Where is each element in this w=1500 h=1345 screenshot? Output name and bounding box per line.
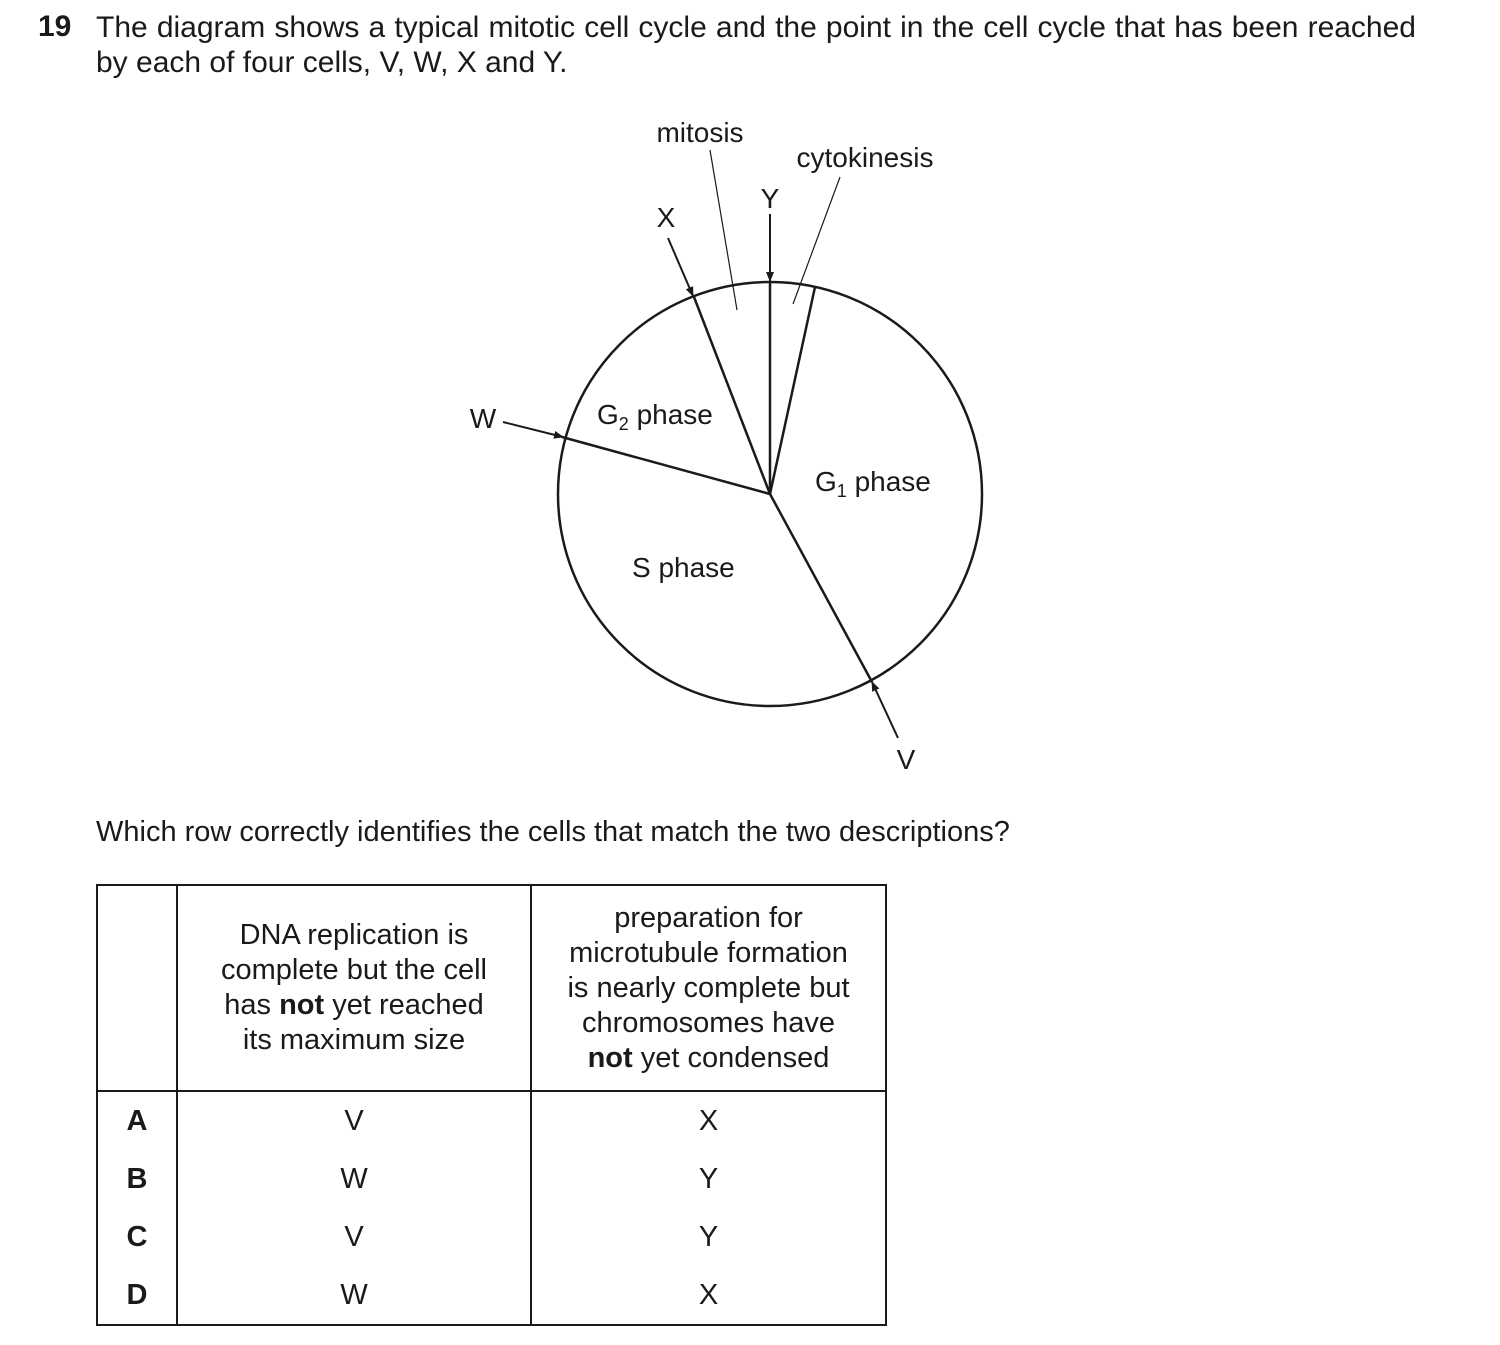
radius-line-cytokinesis (770, 287, 815, 494)
mitosis-label: mitosis (656, 117, 744, 148)
answer-table (96, 884, 887, 1326)
arrow-v (872, 682, 898, 738)
g2-phase-label: $G_2$ phase (597, 399, 713, 434)
cell-label-y: Y (760, 183, 780, 214)
radius-line-v (770, 494, 872, 682)
header-microtubule: preparation for microtubule formation is nearly complete but chromosomes have not yet condensed (531, 885, 886, 1091)
question-prompt: Which row correctly identifies the cells that match the two descriptions? (96, 816, 1010, 848)
radius-line-w (562, 437, 770, 494)
option-cell-col2: Y (531, 1150, 886, 1208)
question-text: The diagram shows a typical mitotic cell cycle and the point in the cell cycle that has been reached by each of four cells, V, W, X and Y. (96, 11, 1416, 79)
option-row-a (97, 1091, 886, 1150)
option-row-b (97, 1150, 886, 1208)
option-cell-col1: W (177, 1150, 531, 1208)
option-cell-col2: X (531, 1266, 886, 1325)
arrow-x (668, 238, 693, 296)
cell-label-x: X (656, 202, 676, 233)
option-cell-col1: W (177, 1266, 531, 1325)
header-blank-cell (97, 885, 177, 1091)
option-letter[interactable]: C (97, 1208, 177, 1266)
option-row-c (97, 1208, 886, 1266)
arrow-w (503, 422, 563, 437)
option-letter[interactable]: A (97, 1091, 177, 1150)
s-phase-label: S phase (632, 552, 735, 583)
option-letter[interactable]: D (97, 1266, 177, 1325)
option-row-d (97, 1266, 886, 1325)
cell-label-w: W (469, 403, 497, 434)
option-cell-col1: V (177, 1091, 531, 1150)
option-cell-col2: Y (531, 1208, 886, 1266)
question-number: 19 (38, 10, 72, 43)
cell-label-v: V (896, 744, 916, 775)
option-cell-col1: V (177, 1208, 531, 1266)
cytokinesis-label: cytokinesis (796, 142, 934, 173)
option-cell-col2: X (531, 1091, 886, 1150)
radius-line-x (694, 297, 770, 494)
table-header-row (97, 885, 886, 1091)
header-dna-replication: DNA replication is complete but the cell has not yet reached its maximum size (177, 885, 531, 1091)
g1-phase-label: $G_1$ phase (815, 466, 931, 501)
option-letter[interactable]: B (97, 1150, 177, 1208)
cytokinesis-pointer (793, 177, 840, 304)
